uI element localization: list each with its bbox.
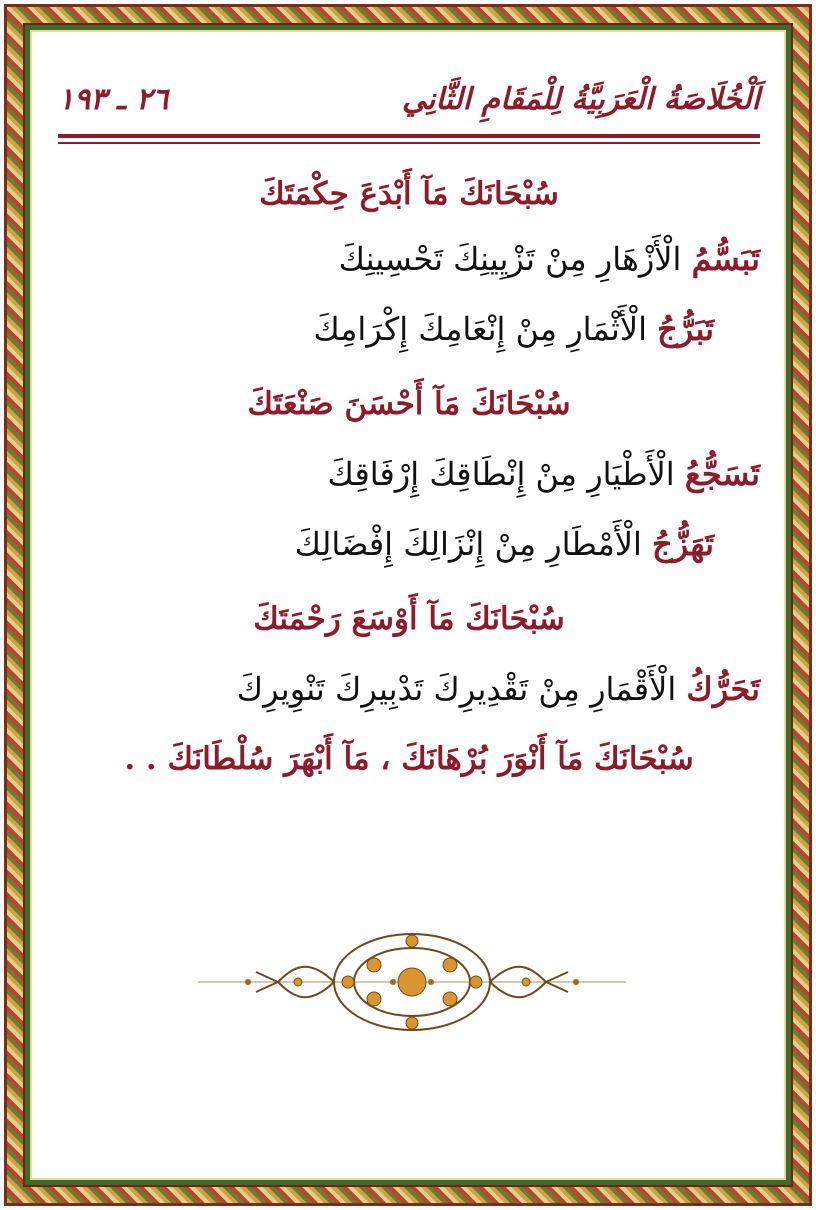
header-title: اَلْخُلَاصَةُ الْعَرَبِيَّةُ لِلْمَقَامِ الثَّانِي xyxy=(402,81,760,117)
verse-line xyxy=(58,382,760,426)
verse-refrain: سُبْحَانَكَ مَآ أَنْوَرَ بُرْهَانَكَ ، مَآ أَبْهَرَ سُلْطَانَكَ . . xyxy=(124,741,694,777)
verse-text: الْأَطْيَارِ مِنْ إِنْطَاقِكَ إِرْفَاقِكَ xyxy=(327,455,685,493)
verse-text: الْأَزْهَارِ مِنْ تَزْيِينِكَ تَحْسِينِكَ xyxy=(338,240,692,278)
page-body xyxy=(30,30,786,1180)
verse-line xyxy=(58,522,714,566)
verse-line xyxy=(58,452,760,496)
verse-text: الْأَثْمَارِ مِنْ إِنْعَامِكَ إِكْرَامِكَ xyxy=(313,310,658,348)
verse-refrain: سُبْحَانَكَ مَآ أَوْسَعَ رَحْمَتَكَ xyxy=(253,601,565,637)
verse-text: الْأَقْمَارِ مِنْ تَقْدِيرِكَ تَدْبِيرِكَ تَنْوِيرِكَ xyxy=(236,670,687,708)
ornamental-frame xyxy=(4,4,812,1206)
verse-highlight: تَبَرُّجُ xyxy=(657,310,714,348)
verse-highlight: تَسَجُّعُ xyxy=(684,455,760,493)
verse-line xyxy=(58,172,760,216)
verse-refrain: سُبْحَانَكَ مَآ أَحْسَنَ صَنْعَتَكَ xyxy=(247,386,571,422)
verse-highlight: تَهَزُّجُ xyxy=(652,525,714,563)
verse-text: الْأَمْطَارِ مِنْ إِنْزَالِكَ إِفْضَالِكَ xyxy=(294,525,653,563)
verse-highlight: تَحَرُّكُ xyxy=(686,670,760,708)
verse-highlight: تَبَسُّمُ xyxy=(691,240,760,278)
verse-line xyxy=(58,237,760,281)
header-page-ref: ٢٦ ـ ١٩٣ xyxy=(58,81,169,117)
verse-refrain: سُبْحَانَكَ مَآ أَبْدَعَ حِكْمَتَكَ xyxy=(259,176,559,212)
verse-line xyxy=(58,667,760,711)
verse-line xyxy=(58,737,760,781)
verse-line xyxy=(58,307,714,351)
verse-line xyxy=(58,597,760,641)
header-rule xyxy=(58,134,760,144)
arabesque-ornament xyxy=(198,927,626,1037)
running-header xyxy=(58,74,760,124)
frame-inner-border xyxy=(23,23,793,1187)
